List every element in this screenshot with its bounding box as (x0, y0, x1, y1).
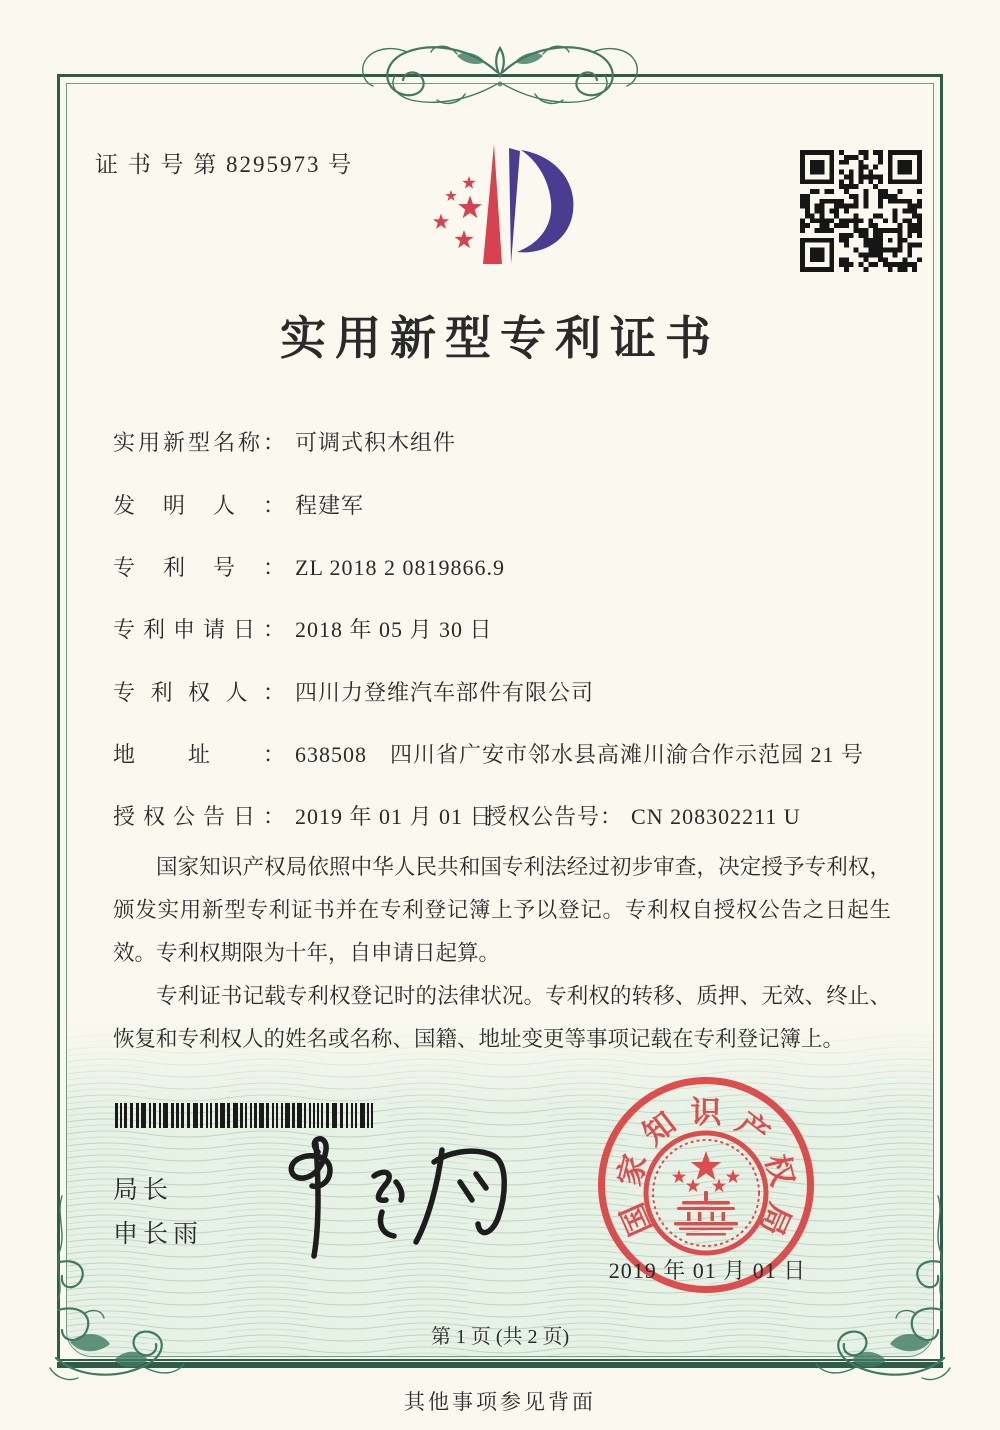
field-value: 2019 年 01 月 01 日 (295, 804, 493, 829)
legal-paragraph-2: 专利证书记载专利权登记时的法律状况。专利权的转移、质押、无效、终止、恢复和专利权人的姓名或名称、国籍、地址变更等事项记载在专利登记簿上。 (113, 984, 891, 1051)
field-value: 四川力登维汽车部件有限公司 (295, 680, 595, 705)
legal-paragraph-1: 国家知识产权局依照中华人民共和国专利法经过初步审查，决定授予专利权，颁发实用新型专利证书并在专利登记簿上予以登记。专利权自授权公告之日起生效。专利权期限为十年，自申请日起算。 (113, 855, 891, 965)
bottom-frame-band (57, 1359, 943, 1368)
field-value: CN 208302211 U (631, 804, 801, 829)
legal-text (113, 846, 891, 1061)
field-row-grant-date (113, 800, 801, 831)
field-row-patentee (113, 676, 594, 707)
reverse-side-note: 其他事项参见背面 (404, 1390, 596, 1414)
field-label: 专利权人： (113, 680, 285, 705)
field-label: 地址： (113, 742, 285, 767)
official-seal: 国 家 知 识 产 权 局 (598, 1077, 814, 1293)
certificate-number: 证 书 号 第 8295973 号 (95, 152, 354, 177)
field-value: 638508 四川省广安市邻水县高滩川渝合作示范园 21 号 (295, 742, 865, 767)
field-row-name (113, 426, 456, 457)
seal-date: 2019 年 01 月 01 日 (608, 1258, 807, 1283)
cnipa-logo-icon (405, 138, 605, 283)
bottom-left-flourish-icon (26, 1192, 186, 1392)
field-label: 发明人： (113, 493, 285, 518)
field-row-filing-date (113, 613, 493, 644)
bottom-right-flourish-icon (814, 1192, 974, 1392)
handwritten-signature-icon (246, 1124, 546, 1274)
director-name: 申长雨 (113, 1221, 204, 1248)
field-value: ZL 2018 2 0819866.9 (295, 555, 506, 580)
field-value: 可调式积木组件 (295, 430, 457, 455)
field-row-inventor (113, 489, 364, 520)
national-emblem-icon (640, 1127, 772, 1259)
field-row-address (113, 738, 864, 769)
director-title: 局长 (113, 1177, 174, 1204)
certificate-title: 实用新型专利证书 (280, 313, 720, 364)
field-row-patent-number (113, 551, 505, 582)
page-number: 第 1 页 (共 2 页) (430, 1326, 570, 1348)
field-label: 实用新型名称： (113, 430, 285, 455)
field-value: 程建军 (295, 493, 365, 518)
field-label: 授权公告号： (485, 804, 624, 829)
field-label: 专利号： (113, 555, 285, 580)
field-label: 授权公告日： (113, 804, 285, 829)
top-crest-ornament-icon (345, 38, 655, 110)
field-grant-number (485, 800, 801, 831)
field-value: 2018 年 05 月 30 日 (295, 617, 493, 642)
field-label: 专利申请日： (113, 617, 285, 642)
qr-code (800, 150, 922, 272)
